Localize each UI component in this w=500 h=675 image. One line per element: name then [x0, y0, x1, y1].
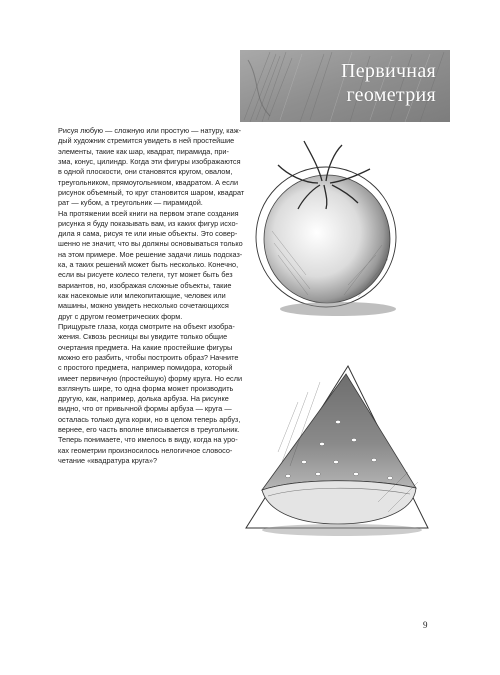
text-line: на этом примере. Мое решение задачи лишь подсказ-: [58, 249, 243, 259]
cast-shadow: [280, 302, 396, 316]
text-line: вернее, его часть вполне вписывается в треугольник.: [58, 425, 240, 435]
text-line: другую, как, например, долька арбуза. На рисунке: [58, 394, 229, 404]
text-line: элементы, такие как шар, квадрат, пирамида, при-: [58, 146, 229, 156]
text-line: друг с другом геометрических форм.: [58, 311, 183, 321]
text-line: дила я сама, рисуя те или иные объекты. Это совер-: [58, 229, 238, 239]
text-line: если вы рисуете колесо телеги, тут может быть без: [58, 270, 233, 280]
text-line: машины, можно увидеть несколько сочетающихся: [58, 301, 229, 311]
tomato-body: [264, 175, 390, 303]
watermelon-flesh: [262, 374, 416, 490]
text-line: в одной плоскости, они становятся кругом, овалом,: [58, 167, 233, 177]
text-line: Рисуя любую — сложную или простую — натуру, каж-: [58, 126, 242, 135]
text-line: ка, а таких решений может быть несколько. Конечно,: [58, 260, 239, 270]
text-line: шенно не значит, что вы должны основываться только: [58, 239, 243, 249]
text-line: Теперь понимаете, что имелось в виду, когда на уро-: [58, 435, 238, 445]
cast-shadow: [262, 524, 422, 536]
text-line: осталась только дуга корки, но в целом теперь арбуз,: [58, 414, 241, 424]
watermelon-slice-drawing: [238, 362, 433, 542]
text-line: ках геометрии произносилось нелогичное словосо-: [58, 445, 233, 455]
text-line: рисунок объемный, то круг становится шаром, квадрат: [58, 187, 245, 197]
chapter-title-line-2: геометрия: [346, 84, 436, 106]
text-line: можно его разбить, чтобы построить образ? Начните: [58, 352, 239, 362]
text-line: взглянуть шире, то одна форма может производить: [58, 383, 234, 393]
text-line: видно, что от привычной формы арбуза — круга —: [58, 404, 232, 414]
body-text-column: [58, 126, 245, 466]
text-line: треугольником, прямоугольником, квадратом. А если: [58, 177, 239, 187]
text-line: Прищурьте глаза, когда смотрите на объект изобра-: [58, 321, 235, 331]
text-line: очертания предмета. На какие простейшие фигуры: [58, 342, 233, 352]
text-line: зма, конус, цилиндр. Когда эти фигуры изображаются: [58, 156, 241, 166]
text-line: с простого предмета, например помидора, который: [58, 363, 233, 373]
text-line: вариантов, но, изображая сложные объекты, такие: [58, 280, 232, 290]
text-line: жения. Сквозь ресницы вы увидите только общие: [58, 332, 228, 342]
chapter-title-banner: [240, 50, 450, 122]
text-line: рисунка я буду показывать вам, из каких фигур исхо-: [58, 218, 238, 228]
text-line: четание «квадратура круга»?: [58, 456, 158, 465]
chapter-title-line-1: Первичная: [340, 60, 436, 82]
text-line: имеет первичную (простейшую) форму круга. Но если: [58, 373, 243, 383]
tomato-drawing: [248, 135, 408, 325]
page-number: 9: [423, 620, 428, 630]
text-line: дый художник стремится увидеть в ней простейшие: [58, 136, 235, 146]
text-line: рат — кубом, а треугольник — пирамидой.: [58, 198, 203, 208]
chapter-title: [341, 59, 436, 107]
text-line: На протяжении всей книги на первом этапе создания: [58, 208, 239, 218]
text-line: как насекомые или млекопитающие, человек или: [58, 291, 226, 300]
